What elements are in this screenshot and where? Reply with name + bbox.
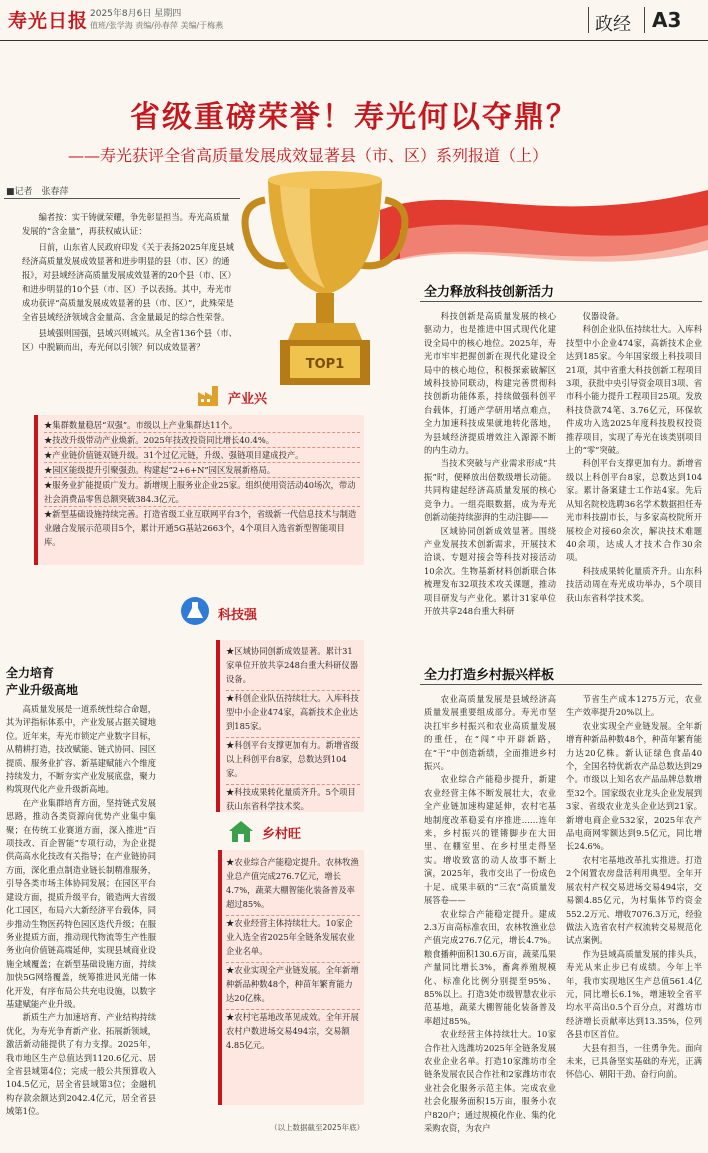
body-paragraph: 大县有担当，一往勇争先。面向未来，已具备坚实基础的寿光，正满怀信心、朝阳干劲、奋行向前。: [566, 1042, 702, 1080]
trophy-icon: [240, 160, 410, 400]
masthead-divider: [588, 7, 589, 33]
intro-paragraph: 日前，山东省人民政府印发《关于表扬2025年度县域经济高质量发展成效显著和进步明显的县（市、区）的通报》，对县域经济高质量发展成效显著的20个县（市、区）和进步明显的10个县（市、区）予以表扬。其中，寿光市成功获评“高质量发展成效显著的县（市、区）”，此殊荣是全省县域经济领域含金量高、含金量最足的综合性荣誉。: [22, 242, 236, 322]
byline-rule: [4, 198, 240, 199]
intro-paragraph: 县域强则国强，县域兴则城兴。从全省136个县（市、区）中脱颖而出，寿光何以引领？何以成效显著？: [22, 328, 237, 352]
headline: 省级重磅荣誉！寿光何以夺鼎？: [130, 100, 578, 135]
highlight-rail: [218, 850, 222, 1105]
body-paragraph: 科技创新是高质量发展的核心驱动力，也是推进中国式现代化建设全局中的核心地位。2025年，寿光市牢牢把握创新在现代化建设全局中的核心地位，积极探索破解区域科技协同联动，构建完善贯彻科技创新功能体系，持续做强科创平台载体，打通产学研用堵点难点，全力加速科技成果就地转化落地，为县域经济提质增效注入源源不断的内生动力。: [424, 311, 556, 456]
body-paragraph: 农业高质量发展是县域经济高质量发展重要组成部分。寿光市坚决扛牢乡村振兴和农业高质量发展的重任，在“闯”中开辟新路，在“干”中创造新绩，全面推进乡村振兴。: [424, 694, 556, 772]
left-column-body: [6, 703, 156, 1148]
industry-item: ★园区能级提升引聚强劲。构建起“2+6+N”园区发展新格局。: [44, 463, 360, 478]
right-top-body: [566, 310, 702, 640]
tech-item: ★区域协同创新成效显著。累计31家单位开放共享248台重大科研仪器设备。: [226, 644, 360, 691]
editor-note: [22, 210, 237, 356]
reporter-byline: ■记者 张春萍: [6, 187, 69, 197]
title-line: 全力培育: [6, 666, 55, 680]
body-paragraph: 农业实现全产业链发展。全年新增育种新品种数48个，种苗年繁育能力达20亿株。新认证绿色食品40个，全国名特优新农产品总数达到29个。市级以上知名农产品品牌总数增至32个。国家级农业龙头企业发展到3家、省级农业龙头企业达到21家。新增电商企业532家，2025年农产品电商网零额达到9.5亿元，同比增长24.6%。: [566, 720, 702, 852]
subheadline: ——寿光获评全省高质量发展成效显著县（市、区）系列报道（上）: [68, 146, 549, 165]
village-badge: [226, 818, 302, 848]
newspaper-logo: 寿光日报: [8, 10, 89, 32]
tech-badge: [180, 596, 258, 630]
factory-icon: [196, 382, 224, 408]
section-rule: [420, 301, 702, 302]
trophy-label: TOP1: [305, 357, 345, 372]
body-paragraph: 高质量发展是一道系统性综合命题，其为评指标体系中，产业发展占据关键地位。近年来，寿光市锁定产业数字目标，从精耕打造，技改赋能、链式协同、园区提质、服务业扩容、新基建赋能六个维度持续发力，不断夯实产业发展底盘，聚力构筑现代化产业升级新高地。: [6, 704, 156, 795]
body-paragraph: 科创平台支撑更加有力。新增省级以上科创平台8家，总数达到104家。累计备案建士工作站4家。先后从知名院校选聘36名学术数据担任寿光市科技副市长，与多家高校院所开展校企对接60余次，解决技术难题40余项，达成人才技术合作30余项。: [566, 458, 702, 563]
intro-paragraph: 编者按：实干铸就荣耀，争先彰显担当。寿光高质量发展的“含金量”，再获权威认证：: [22, 212, 230, 236]
industry-tag: 产业兴: [228, 392, 268, 407]
body-paragraph: 区域协同创新成效显著。围绕产业发展技术创新需求，开展技术洽谈、专题对接会等科技对接活动10余次。生物基新材料创新联合体梳理发布32项技术攻关课题，推动项目研发与产业化。累计31家单位开放共享248台重大科研: [424, 525, 556, 616]
body-paragraph: 当技术突破与产业需求形成“共振”时，便释放出倍数级增长动能。共同构建起经济高质量发展的核心竞争力。一组亮眼数据，成为寿光创新动能持续澎湃的生动注脚——: [424, 458, 556, 523]
industry-item: ★产业链价值链双链升级。31个过亿元链，升级、强链项目建成投产。: [44, 448, 360, 463]
issue-date: 2025年8月6日 星期四: [90, 9, 182, 19]
title-line: 产业升级高地: [6, 683, 79, 697]
industry-badge: [196, 382, 268, 412]
section-title-village: 全力打造乡村振兴样板: [424, 667, 555, 682]
village-item: ★农业经营主体持续壮大。10家企业入选全省2025年全链条发展农业企业名单。: [226, 916, 360, 963]
industry-list: [44, 418, 360, 549]
village-item: ★农业实现全产业链发展。全年新增种新品种数48个，种苗年繁育能力达20亿株。: [226, 963, 360, 1010]
body-paragraph: 新质生产力加速培育、产业结构持续优化，为寿光争育新产业、拓展新领域，激活新动能提供了有力支撑。2025年，我市地区生产总值达到1120.6亿元、居全省县域第4位；完成一般公共预算收入104.5亿元，居全省县域第3位；金融机构存款余额达到2042.4亿元，居全省县域第1位。: [6, 1012, 156, 1117]
village-item: ★农村宅基地改革见成效。全年开展农村户数进场交易494宗，交易额4.85亿元。: [226, 1012, 359, 1050]
section-rule: [420, 684, 702, 685]
left-column-title: [6, 665, 116, 699]
masthead: [0, 0, 708, 41]
highlight-rail: [34, 415, 38, 565]
body-paragraph: 在产业集群培育方面，坚持链式发展思路，推动各类资源向优势产业集中集聚；在传统工业赛道方面，深入推进“百项技改、百企智能”专项行动，为企业提供高高水化技改有关指导；在产业链协同方面，深化重点制造业链长制精准服务，引导各类市场主体协同发展；在园区平台建设方面，提质升级平台，锻造两大省级化工园区，布局六大新经济平台载体，同步推动生物医药特色园区迭代升级；在服务业提质方面，推动现代物流等生产性服务业向价值链高端延伸，实现县域商业设施全域覆盖；在新型基础设施方面，持续加快5G网络覆盖，统筹推进风光储一体化开发，有序布局公共充电设施，以数字基建赋能产业升级。: [6, 797, 156, 1009]
tech-item: ★科技成果转化量质齐升。5个项目获山东省科学技术奖。: [226, 787, 356, 811]
page-number: A3: [652, 8, 682, 32]
village-tag: 乡村旺: [262, 827, 302, 842]
village-item: ★农业综合产能稳定提升。农林牧渔业总产值完成276.7亿元，增长4.7%，蔬菜大棚智能化装备普及率超过85%。: [226, 855, 360, 916]
right-bottom-body: [566, 693, 702, 1148]
body-paragraph: 节省生产成本1275万元，农业生产效率提升20%以上。: [566, 694, 702, 718]
body-paragraph: 作为县域高质量发展的排头兵，寿光从来止步已有成绩。今年上半年，我市实现地区生产总值561.4亿元，同比增长6.1%，增速较全省平均水平高出0.5个百分点，对潍坊市经济增长贡献率达到13.35%，位列各县市区首位。: [566, 948, 702, 1040]
mid-bottom-body: [424, 693, 556, 1148]
house-icon: [226, 818, 256, 844]
tech-list: [226, 644, 360, 813]
section-title-tech: 全力释放科技创新活力: [424, 284, 555, 299]
industry-item: ★服务业扩能提质广发力。新增规上服务业企业25家。组织使用资活动40场次，带动社会消费品零售总额突破384.3亿元。: [44, 478, 360, 507]
body-paragraph: 农业综合产能稳定提升。建成2.3万亩高标准农田，农林牧渔业总产值完成276.7亿元，增长4.7%。粮食播种面积130.6万亩，蔬菜瓜果产量同比增长3%，畜禽养殖规模化、标准化比例分别提至95%、85%以上。打造3处市级智慧农业示范基地，蔬菜大棚智能化装备普及率超过85%。: [424, 908, 556, 1026]
body-paragraph: 农村宅基地改革扎实推进。打造2个闲置农房盘活利用典型。全年开展农村产权交易进场交易494宗，交易额4.85亿元，为村集体节约资金552.2万元、增收7076.3万元，经验做法入选省农村产权流转交易规范化试点案例。: [566, 854, 702, 946]
masthead-divider: [644, 7, 645, 33]
industry-item: ★集群数量稳居“双强”。市级以上产业集群达11个。: [44, 418, 360, 433]
tech-item: ★科创平台支撑更加有力。新增省级以上科创平台8家，总数达到104家。: [226, 738, 360, 785]
highlight-rail: [216, 640, 220, 812]
data-footnote: （以上数据截至2025年底）: [270, 1123, 365, 1132]
body-paragraph: 农业经营主体持续壮大。10家合作社入选潍坊2025年全链条发展农业企业名单。打造10家潍坊市全链条发展农民合作社和2家潍坊市农业社会化服务示范主体。完成农业社会化服务面积15万亩，服务小农户820户；通过规模化作业、集约化采购农资，为农户: [424, 1029, 556, 1133]
body-paragraph: 农业综合产能稳步提升，新建农业经营主体不断发展壮大，农业全产业链加速构建延伸，农村宅基地制度改革稳妥有序推进……连年来，乡村振兴的铿锵脚步在大田里、在棚室里、在乡村里走得坚实。增收致富的动人故事不断上演，2025年，我市交出了一份成色十足、成果丰硕的“三农”高质量发展答卷——: [424, 774, 556, 906]
flask-icon: [180, 596, 210, 626]
industry-item: ★技改升级带动产业焕新。2025年技改投资同比增长40.4%。: [44, 433, 360, 448]
body-paragraph: 科技成果转化量质齐升。山东科技活动周在寿光成功举办，5个项目获山东省科学技术奖。: [566, 565, 702, 603]
section-name: 政经: [595, 14, 631, 35]
body-paragraph: 科创企业队伍持续壮大。入库科技型中小企业474家，高新技术企业达到185家。今年国家级上科技项目21项，其中省重大科技创新工程项目3项，获批中央引导资金项目3项、省市科小能力提升工程项目25项。发放科技贷款74笔、3.76亿元，环保软件成功入选2025年度科技股权投资推荐项目，实现了寿光在该类别项目上的“零”突破。: [566, 324, 702, 456]
industry-item: ★新型基础设施持续完善。打造省级工业互联网平台3个，省级新一代信息技术与制造业融合发展示范项目5个，累计开通5G基站2663个，4个项目入选省新型智能项目库。: [44, 509, 357, 547]
body-paragraph: 仪器设备。: [582, 311, 625, 321]
editors-line: 值班/张学海 责编/孙春萍 美编/于梅燕: [90, 21, 224, 30]
tech-tag: 科技强: [218, 608, 258, 623]
tech-item: ★科创企业队伍持续壮大。入库科技型中小企业474家，高新技术企业达到185家。: [226, 691, 360, 738]
mid-top-body: [424, 310, 556, 640]
ribbon-decoration: [380, 170, 708, 290]
village-list: [226, 855, 360, 1052]
